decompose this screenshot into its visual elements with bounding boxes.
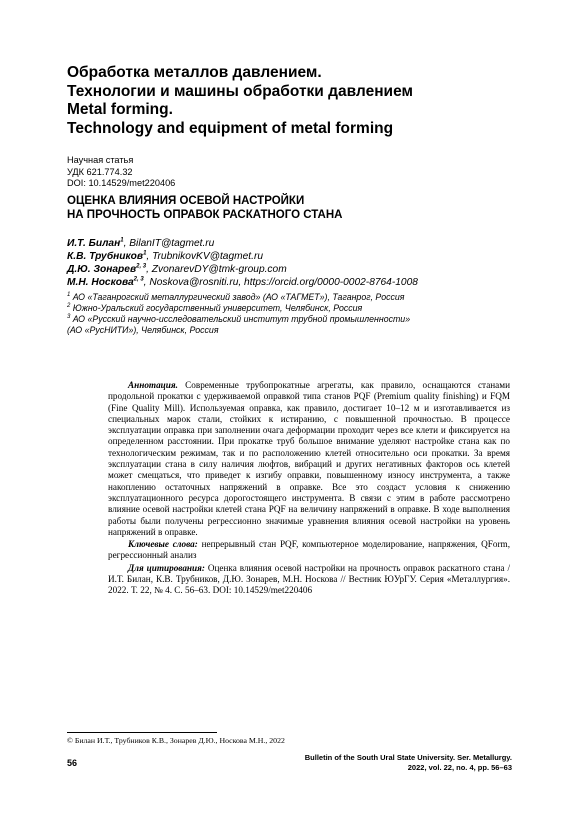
- section-title: [67, 64, 537, 138]
- affiliation-number: 3: [67, 314, 71, 321]
- author-entry: [67, 237, 418, 250]
- abstract-text: Современные трубопрокатные агрегаты, как правило, оснащаются станами продольной прокатки с удерживаемой оправкой типа станов PQF (Premium quality finishing) и FQM (Fine Quality Mill). Используемая оправка, как правило, достигает 10–12 м и изготавливается из специальных марок стали, стойких к истиранию, с повышенной прочностью. В процессе эксплуатации оправка при заполнении очага деформации проходит через все клети и фиксируется на определенном расстоянии. При прокатке труб большое внимание уделяют настройке стана как по технологическим режимам, так и по расположению клетей относительно оси прокатки. За время эксплуатации стана в силу наличия люфтов, вибраций и других негативных факторов ось клетей может смещаться, что приведет к изгибу оправки, повышенному износу инструмента, а также накоплению остаточных напряжений в оправке. Все это создаст условия к снижению эксплуатационного ресурса дорогостоящего инструмента. В связи с этим в работе рассмотрено влияние осевой настройки клетей стана PQF на величину напряжений в оправке. В ходе выполнения работы были получены регрессионно значимые уравнения влияния осевой настройки на уровень напряжений в оправке.: [108, 380, 510, 537]
- author-entry: [67, 276, 418, 289]
- affiliation-text: АО «Русский научно-исследовательский институт трубной промышленности»: [70, 314, 411, 324]
- affiliation-list: [67, 292, 410, 336]
- journal-issue: 2022, vol. 22, no. 4, pp. 56–63: [407, 762, 512, 772]
- author-name: М.Н. Носкова: [67, 277, 134, 288]
- journal-footer: [305, 753, 512, 772]
- author-affil-ref: 2, 3: [133, 276, 144, 283]
- affiliation-number: 1: [67, 292, 71, 299]
- affiliation-text: (АО «РусНИТИ»), Челябинск, Россия: [67, 325, 219, 335]
- keywords-label: Ключевые слова:: [128, 539, 198, 550]
- author-contact: , Noskova@rosniti.ru, https://orcid.org/0000-0002-8764-1008: [143, 277, 418, 288]
- author-name: И.Т. Билан: [67, 238, 121, 249]
- copyright-note: © Билан И.Т., Трубников К.В., Зонарев Д.Ю., Носкова М.Н., 2022: [67, 736, 285, 745]
- journal-name: Bulletin of the South Ural State University. Ser. Metallurgy.: [304, 753, 512, 762]
- keywords-text: непрерывный стан PQF, компьютерное моделирование, напряжения, QForm, регрессионный анализ: [108, 539, 510, 561]
- article-meta: [67, 155, 175, 190]
- affiliation-item: [67, 303, 410, 314]
- author-affil-ref: 2, 3: [136, 263, 147, 270]
- affiliation-item: [67, 314, 410, 325]
- keywords: [108, 539, 510, 562]
- abstract-block: [108, 380, 510, 597]
- doi: DOI: 10.14529/met220406: [67, 178, 176, 188]
- section-title-line: Metal forming.: [67, 101, 173, 118]
- citation-label: Для цитирования:: [128, 562, 205, 573]
- author-list: [67, 237, 418, 289]
- article-title-line: ОЦЕНКА ВЛИЯНИЯ ОСЕВОЙ НАСТРОЙКИ: [67, 195, 305, 207]
- article-type: Научная статья: [67, 155, 134, 165]
- page-number: 56: [67, 758, 78, 768]
- footnote-divider: [67, 732, 217, 733]
- article-title: [67, 195, 342, 222]
- author-entry: [67, 250, 418, 263]
- section-title-line: Технологии и машины обработки давлением: [67, 82, 413, 100]
- affiliation-number: 2: [67, 303, 71, 310]
- section-title-line: Technology and equipment of metal forming: [67, 119, 394, 137]
- affiliation-text: Южно-Уральский государственный университет, Челябинск, Россия: [70, 303, 363, 313]
- abstract: [108, 380, 510, 538]
- author-entry: [67, 263, 418, 276]
- author-affil-ref: 1: [143, 250, 147, 257]
- section-title-line: Обработка металлов давлением.: [67, 64, 322, 81]
- affiliation-item: [67, 325, 410, 336]
- author-contact: , TrubnikovKV@tagmet.ru: [146, 251, 264, 262]
- author-name: К.В. Трубников: [67, 251, 144, 262]
- author-contact: , ZvonarevDY@tmk-group.com: [146, 264, 287, 275]
- affiliation-text: АО «Таганрогский металлургический завод» (АО «ТАГМЕТ»), Таганрог, Россия: [70, 292, 405, 302]
- citation-text: Оценка влияния осевой настройки на прочность оправок раскатного стана / И.Т. Билан, К.В. Трубников, Д.Ю. Зонарев, М.Н. Носкова // Вестник ЮУрГУ. Серия «Металлургия». 2022. Т. 22, № 4. С. 56–63. DOI: 10.14529/met220406: [108, 562, 510, 596]
- author-affil-ref: 1: [120, 237, 124, 244]
- citation: [108, 563, 510, 597]
- udc-code: УДК 621.774.32: [67, 166, 133, 177]
- abstract-label: Аннотация.: [128, 380, 178, 390]
- article-title-line: НА ПРОЧНОСТЬ ОПРАВОК РАСКАТНОГО СТАНА: [67, 208, 343, 221]
- author-name: Д.Ю. Зонарев: [67, 264, 137, 275]
- affiliation-item: [67, 292, 410, 303]
- author-contact: , BilanIT@tagmet.ru: [123, 238, 215, 249]
